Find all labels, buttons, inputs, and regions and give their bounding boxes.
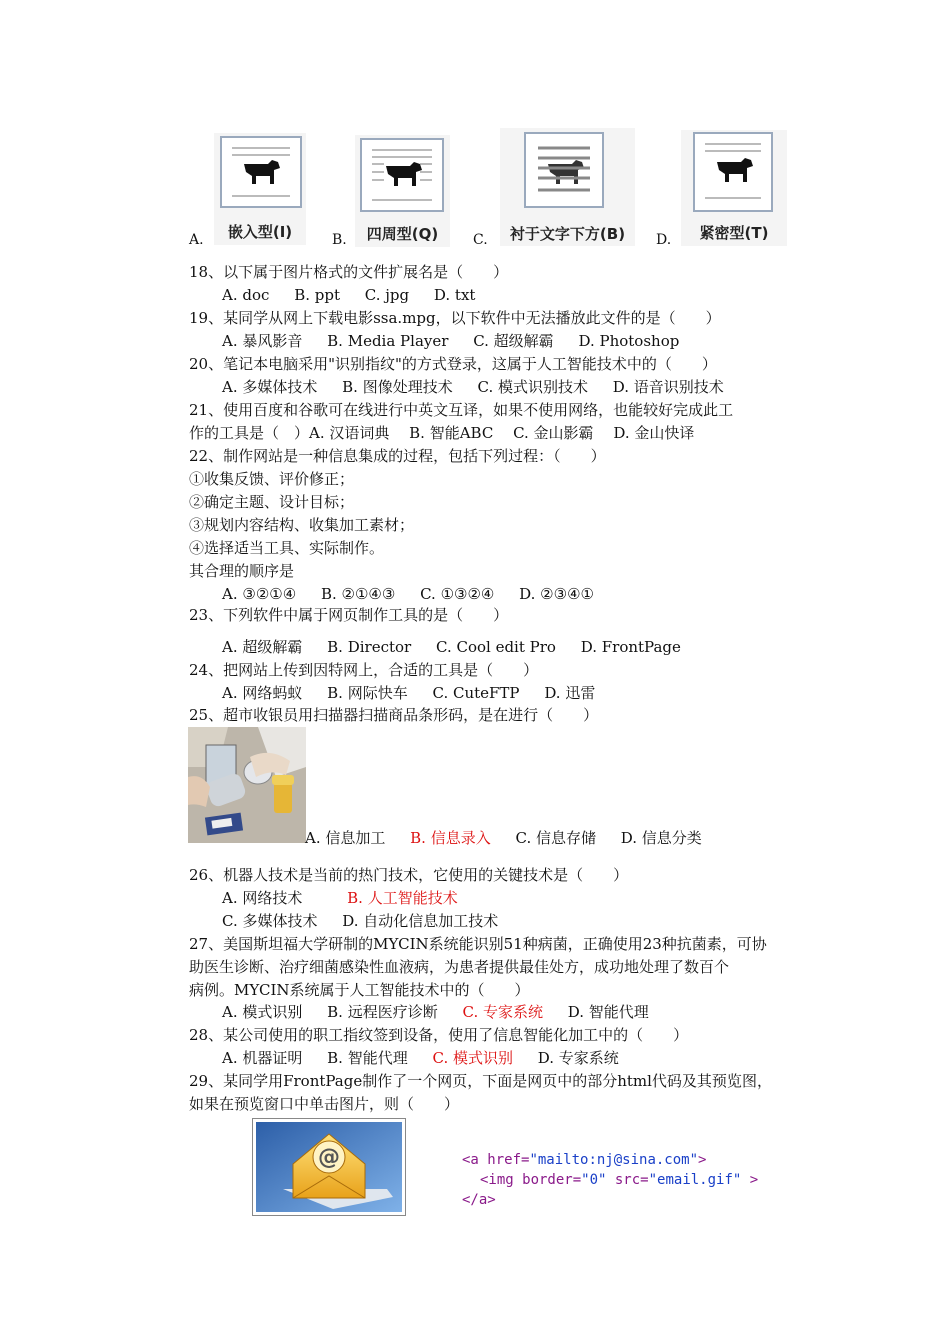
q22-step-4: ④选择适当工具、实际制作。	[189, 539, 385, 557]
question-23: 23、下列软件中属于网页制作工具的是（ ）	[189, 606, 509, 624]
q25-option-d: D. 信息分类	[620, 829, 702, 847]
barcode-scanning-photo	[188, 727, 306, 843]
q17-label-d: D.	[656, 232, 672, 248]
q24-options	[222, 683, 615, 703]
code-line2-src-value: "email.gif"	[648, 1172, 742, 1188]
email-gif-preview	[252, 1118, 406, 1216]
wrap-tight-image	[681, 130, 787, 246]
q27-option-a: A. 模式识别	[222, 1003, 303, 1021]
question-29-line2: 如果在预览窗口中单击图片，则（ ）	[189, 1095, 460, 1113]
q19-option-a: A. 暴风影音	[222, 332, 303, 350]
q28-option-d: D. 专家系统	[537, 1049, 619, 1067]
q19-option-b: B. Media Player	[327, 332, 449, 350]
q20-options	[222, 377, 744, 397]
q23-option-c: C. Cool edit Pro	[436, 638, 556, 656]
code-line2-tag: <img border=	[480, 1172, 582, 1188]
question-29-line1: 29、某同学用FrontPage制作了一个网页，下面是网页中的部分html代码及其预览图，	[189, 1072, 772, 1090]
q22-option-b: B. ②①④③	[320, 585, 396, 603]
caption-square: 四周型(Q)	[366, 225, 439, 243]
q27-options	[222, 1002, 669, 1022]
q22-step-3: ③规划内容结构、收集加工素材；	[189, 516, 415, 534]
q20-option-a: A. 多媒体技术	[222, 378, 318, 396]
q17-label-c: C.	[473, 232, 488, 248]
q19-options	[222, 331, 699, 351]
q18-option-b: B. ppt	[294, 286, 340, 304]
q17-label-b: B.	[332, 232, 347, 248]
email-icon	[253, 1119, 405, 1215]
q26-option-d: D. 自动化信息加工技术	[342, 912, 499, 930]
q23-option-a: A. 超级解霸	[222, 638, 303, 656]
q26-options-row2	[222, 911, 518, 931]
dog-text-icon	[220, 136, 302, 208]
wrap-square-image	[355, 135, 450, 247]
q19-option-d: D. Photoshop	[578, 332, 680, 350]
question-25: 25、超市收银员用扫描器扫描商品条形码，是在进行（ ）	[189, 706, 599, 724]
question-20: 20、笔记本电脑采用"识别指纹"的方式登录，这属于人工智能技术中的（ ）	[189, 355, 717, 373]
q18-option-d: D. txt	[433, 286, 476, 304]
question-22: 22、制作网站是一种信息集成的过程，包括下列过程：（ ）	[189, 447, 606, 465]
q26-options-row1	[222, 888, 478, 908]
code-line3-tag: </a>	[462, 1192, 496, 1208]
code-line1-value: "mailto:nj@sina.com"	[529, 1152, 699, 1168]
q23-option-b: B. Director	[327, 638, 412, 656]
q22-step-2: ②确定主题、设计目标；	[189, 493, 355, 511]
q24-option-a: A. 网络蚂蚁	[222, 684, 303, 702]
q22-option-c: C. ①③②④	[420, 585, 495, 603]
q18-options	[222, 285, 495, 305]
q22-options	[222, 584, 614, 604]
caption-inline: 嵌入型(I)	[227, 223, 293, 241]
question-21-line1: 21、使用百度和谷歌可在线进行中英文互译，如果不使用网络，也能较好完成此工	[189, 401, 734, 419]
code-line1-tag: <a href=	[462, 1152, 530, 1168]
q25-options	[305, 828, 722, 848]
q23-option-d: D. FrontPage	[580, 638, 681, 656]
q27-option-b: B. 远程医疗诊断	[327, 1003, 438, 1021]
caption-tight: 紧密型(T)	[699, 224, 769, 242]
q25-option-c: C. 信息存储	[515, 829, 596, 847]
code-line2-src: src=	[606, 1172, 649, 1188]
question-21-line2: 作的工具是（ ）A. 汉语词典 B. 智能ABC C. 金山影霸 D. 金山快译	[189, 424, 695, 442]
question-27-line2: 助医生诊断、治疗细菌感染性血液病，为患者提供最佳处方，成功地处理了数百个	[189, 958, 730, 976]
question-18: 18、以下属于图片格式的文件扩展名是（ ）	[189, 263, 509, 281]
wrap-behind-text-image	[500, 128, 635, 246]
q19-option-c: C. 超级解霸	[473, 332, 554, 350]
question-27-line3: 病例。MYCIN系统属于人工智能技术中的（ ）	[189, 981, 530, 999]
html-code-snippet	[462, 1150, 758, 1210]
q28-option-a: A. 机器证明	[222, 1049, 303, 1067]
q20-option-d: D. 语音识别技术	[612, 378, 724, 396]
q22-prompt: 其合理的顺序是	[189, 562, 295, 580]
caption-behind: 衬于文字下方(B)	[509, 225, 626, 243]
dog-square-icon	[360, 138, 444, 212]
question-26: 26、机器人技术是当前的热门技术，它使用的关键技术是（ ）	[189, 866, 629, 884]
q22-step-1: ①收集反馈、评价修正；	[189, 470, 355, 488]
code-line2-border: "0"	[581, 1172, 607, 1188]
q27-option-d: D. 智能代理	[567, 1003, 649, 1021]
q24-option-d: D. 迅雷	[544, 684, 596, 702]
q18-option-c: C. jpg	[364, 286, 410, 304]
question-19: 19、某同学从网上下载电影ssa.mpg，以下软件中无法播放此文件的是（ ）	[189, 309, 721, 327]
q18-option-a: A. doc	[222, 286, 270, 304]
q25-option-a: A. 信息加工	[305, 829, 386, 847]
svg-text:@: @	[318, 1145, 340, 1170]
dog-behind-icon	[524, 132, 604, 208]
q28-options	[222, 1048, 639, 1068]
q26-option-c: C. 多媒体技术	[222, 912, 318, 930]
q23-options	[222, 637, 701, 657]
code-line2-end: >	[741, 1172, 759, 1188]
q28-option-c: C. 模式识别	[432, 1049, 513, 1067]
q26-option-a: A. 网络技术	[222, 889, 303, 907]
dog-tight-icon	[693, 132, 773, 212]
q24-option-b: B. 网际快车	[327, 684, 408, 702]
q22-option-a: A. ③②①④	[222, 585, 297, 603]
question-27-line1: 27、美国斯坦福大学研制的MYCIN系统能识别51种病菌，正确使用23种抗菌素，可协	[189, 935, 767, 953]
q25-option-b: B. 信息录入	[410, 829, 491, 847]
question-28: 28、某公司使用的职工指纹签到设备，使用了信息智能化加工中的（ ）	[189, 1026, 689, 1044]
q17-label-a: A.	[189, 232, 204, 248]
q20-option-b: B. 图像处理技术	[342, 378, 453, 396]
q28-option-b: B. 智能代理	[327, 1049, 408, 1067]
q20-option-c: C. 模式识别技术	[477, 378, 588, 396]
q24-option-c: C. CuteFTP	[432, 684, 520, 702]
wrap-inline-image	[214, 133, 306, 245]
q27-option-c: C. 专家系统	[462, 1003, 543, 1021]
q26-option-b: B. 人工智能技术	[347, 889, 458, 907]
code-line1-end: >	[698, 1152, 707, 1168]
q22-option-d: D. ②③④①	[519, 585, 594, 603]
question-24: 24、把网站上传到因特网上，合适的工具是（ ）	[189, 661, 539, 679]
